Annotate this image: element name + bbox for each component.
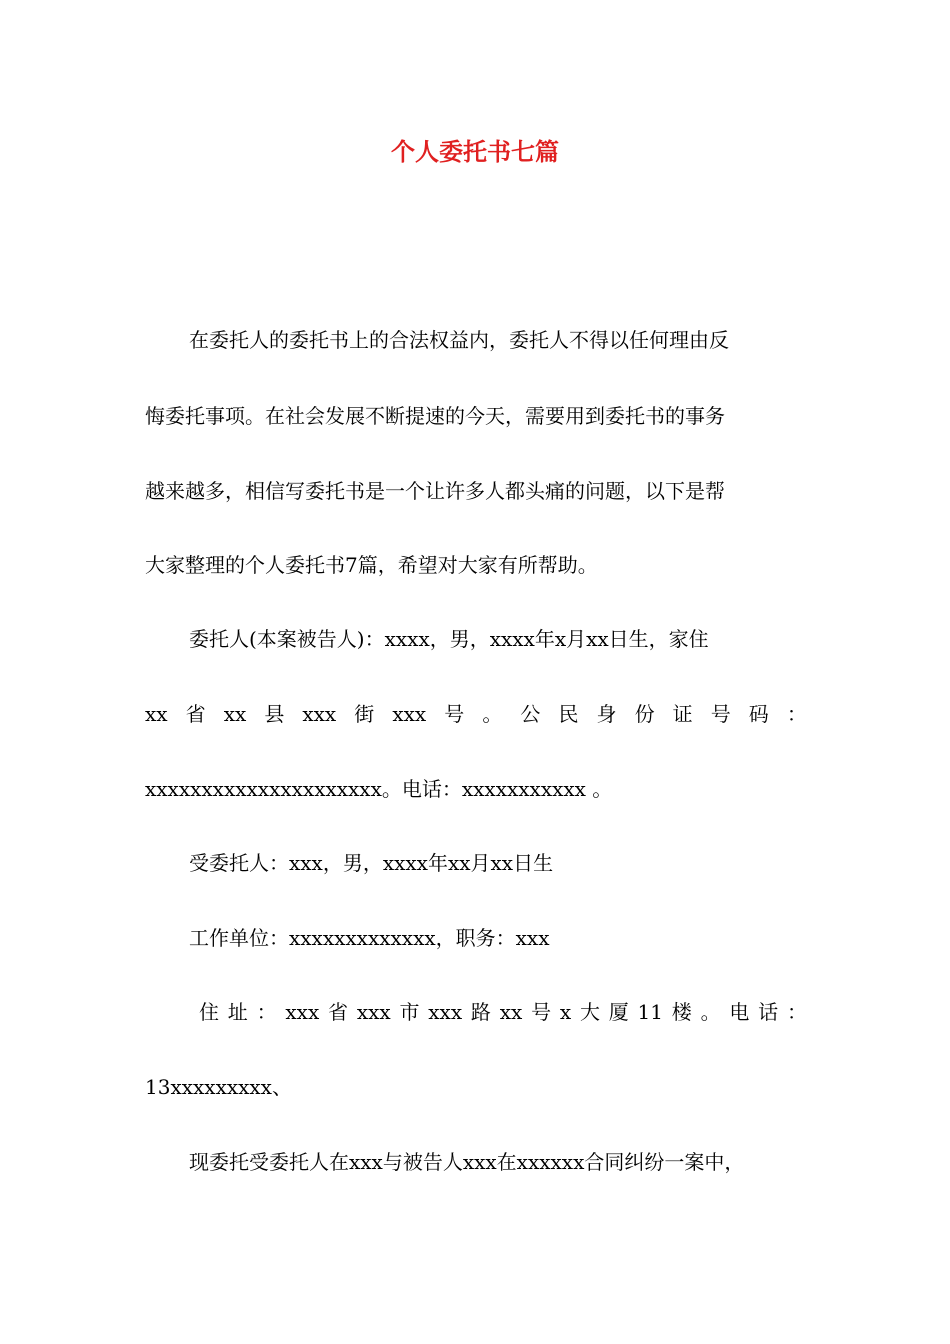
token: 话 (758, 1000, 779, 1024)
intro-line-2: 悔委托事项。在社会发展不断提速的今天，需要用到委托书的事务 (145, 404, 725, 428)
token: 码 (748, 702, 769, 726)
token: xx (223, 702, 247, 726)
token: xxx (428, 1000, 463, 1024)
token: xxx (302, 702, 337, 726)
token: x (559, 1000, 572, 1024)
token: 11 (637, 1000, 663, 1024)
token: 公 (520, 702, 541, 726)
agent-work-line: 工作单位：xxxxxxxxxxxxx，职务：xxx (189, 926, 550, 950)
principal-line-2 (145, 699, 807, 729)
token: xxx (285, 1000, 320, 1024)
agent-phone-line: 13xxxxxxxxx、 (145, 1075, 292, 1099)
token: 身 (596, 702, 617, 726)
document-title: 个人委托书七篇 (391, 137, 559, 166)
principal-line-1: 委托人(本案被告人)：xxxx，男，xxxx年x月xx日生，家住 (189, 627, 709, 651)
token: 。 (482, 702, 503, 726)
token: 号 (710, 702, 731, 726)
token: ： (786, 1000, 807, 1024)
token: 省 (185, 702, 206, 726)
mandate-line: 现委托受委托人在xxx与被告人xxx在xxxxxx合同纠纷一案中， (189, 1150, 745, 1174)
token: 街 (354, 702, 375, 726)
agent-line-1: 受委托人：xxx，男，xxxx年xx月xx日生 (189, 851, 554, 875)
token: 楼 (671, 1000, 692, 1024)
token: 省 (328, 1000, 349, 1024)
token: xxx (356, 1000, 391, 1024)
intro-line-3: 越来越多，相信写委托书是一个让许多人都头痛的问题，以下是帮 (145, 479, 725, 503)
token: 县 (264, 702, 285, 726)
token: ： (256, 1000, 277, 1024)
principal-line-3: xxxxxxxxxxxxxxxxxxxxx。电话：xxxxxxxxxxx 。 (145, 777, 613, 801)
token: 址 (227, 1000, 248, 1024)
token: xx (145, 702, 168, 726)
token: 市 (399, 1000, 420, 1024)
token: 大 (579, 1000, 600, 1024)
token: xx (499, 1000, 523, 1024)
token: 路 (470, 1000, 491, 1024)
intro-line-1: 在委托人的委托书上的合法权益内，委托人不得以任何理由反 (189, 328, 729, 352)
token: 电 (729, 1000, 750, 1024)
token: 号 (531, 1000, 552, 1024)
token: 证 (672, 702, 693, 726)
token: 民 (558, 702, 579, 726)
token: 厦 (608, 1000, 629, 1024)
intro-line-4: 大家整理的个人委托书7篇，希望对大家有所帮助。 (145, 553, 598, 577)
token: 住 (199, 1000, 219, 1024)
token: 号 (444, 702, 465, 726)
token: 。 (700, 1000, 721, 1024)
token: ： (786, 702, 807, 726)
token: 份 (634, 702, 655, 726)
token: xxx (392, 702, 427, 726)
agent-address-line (199, 997, 807, 1027)
